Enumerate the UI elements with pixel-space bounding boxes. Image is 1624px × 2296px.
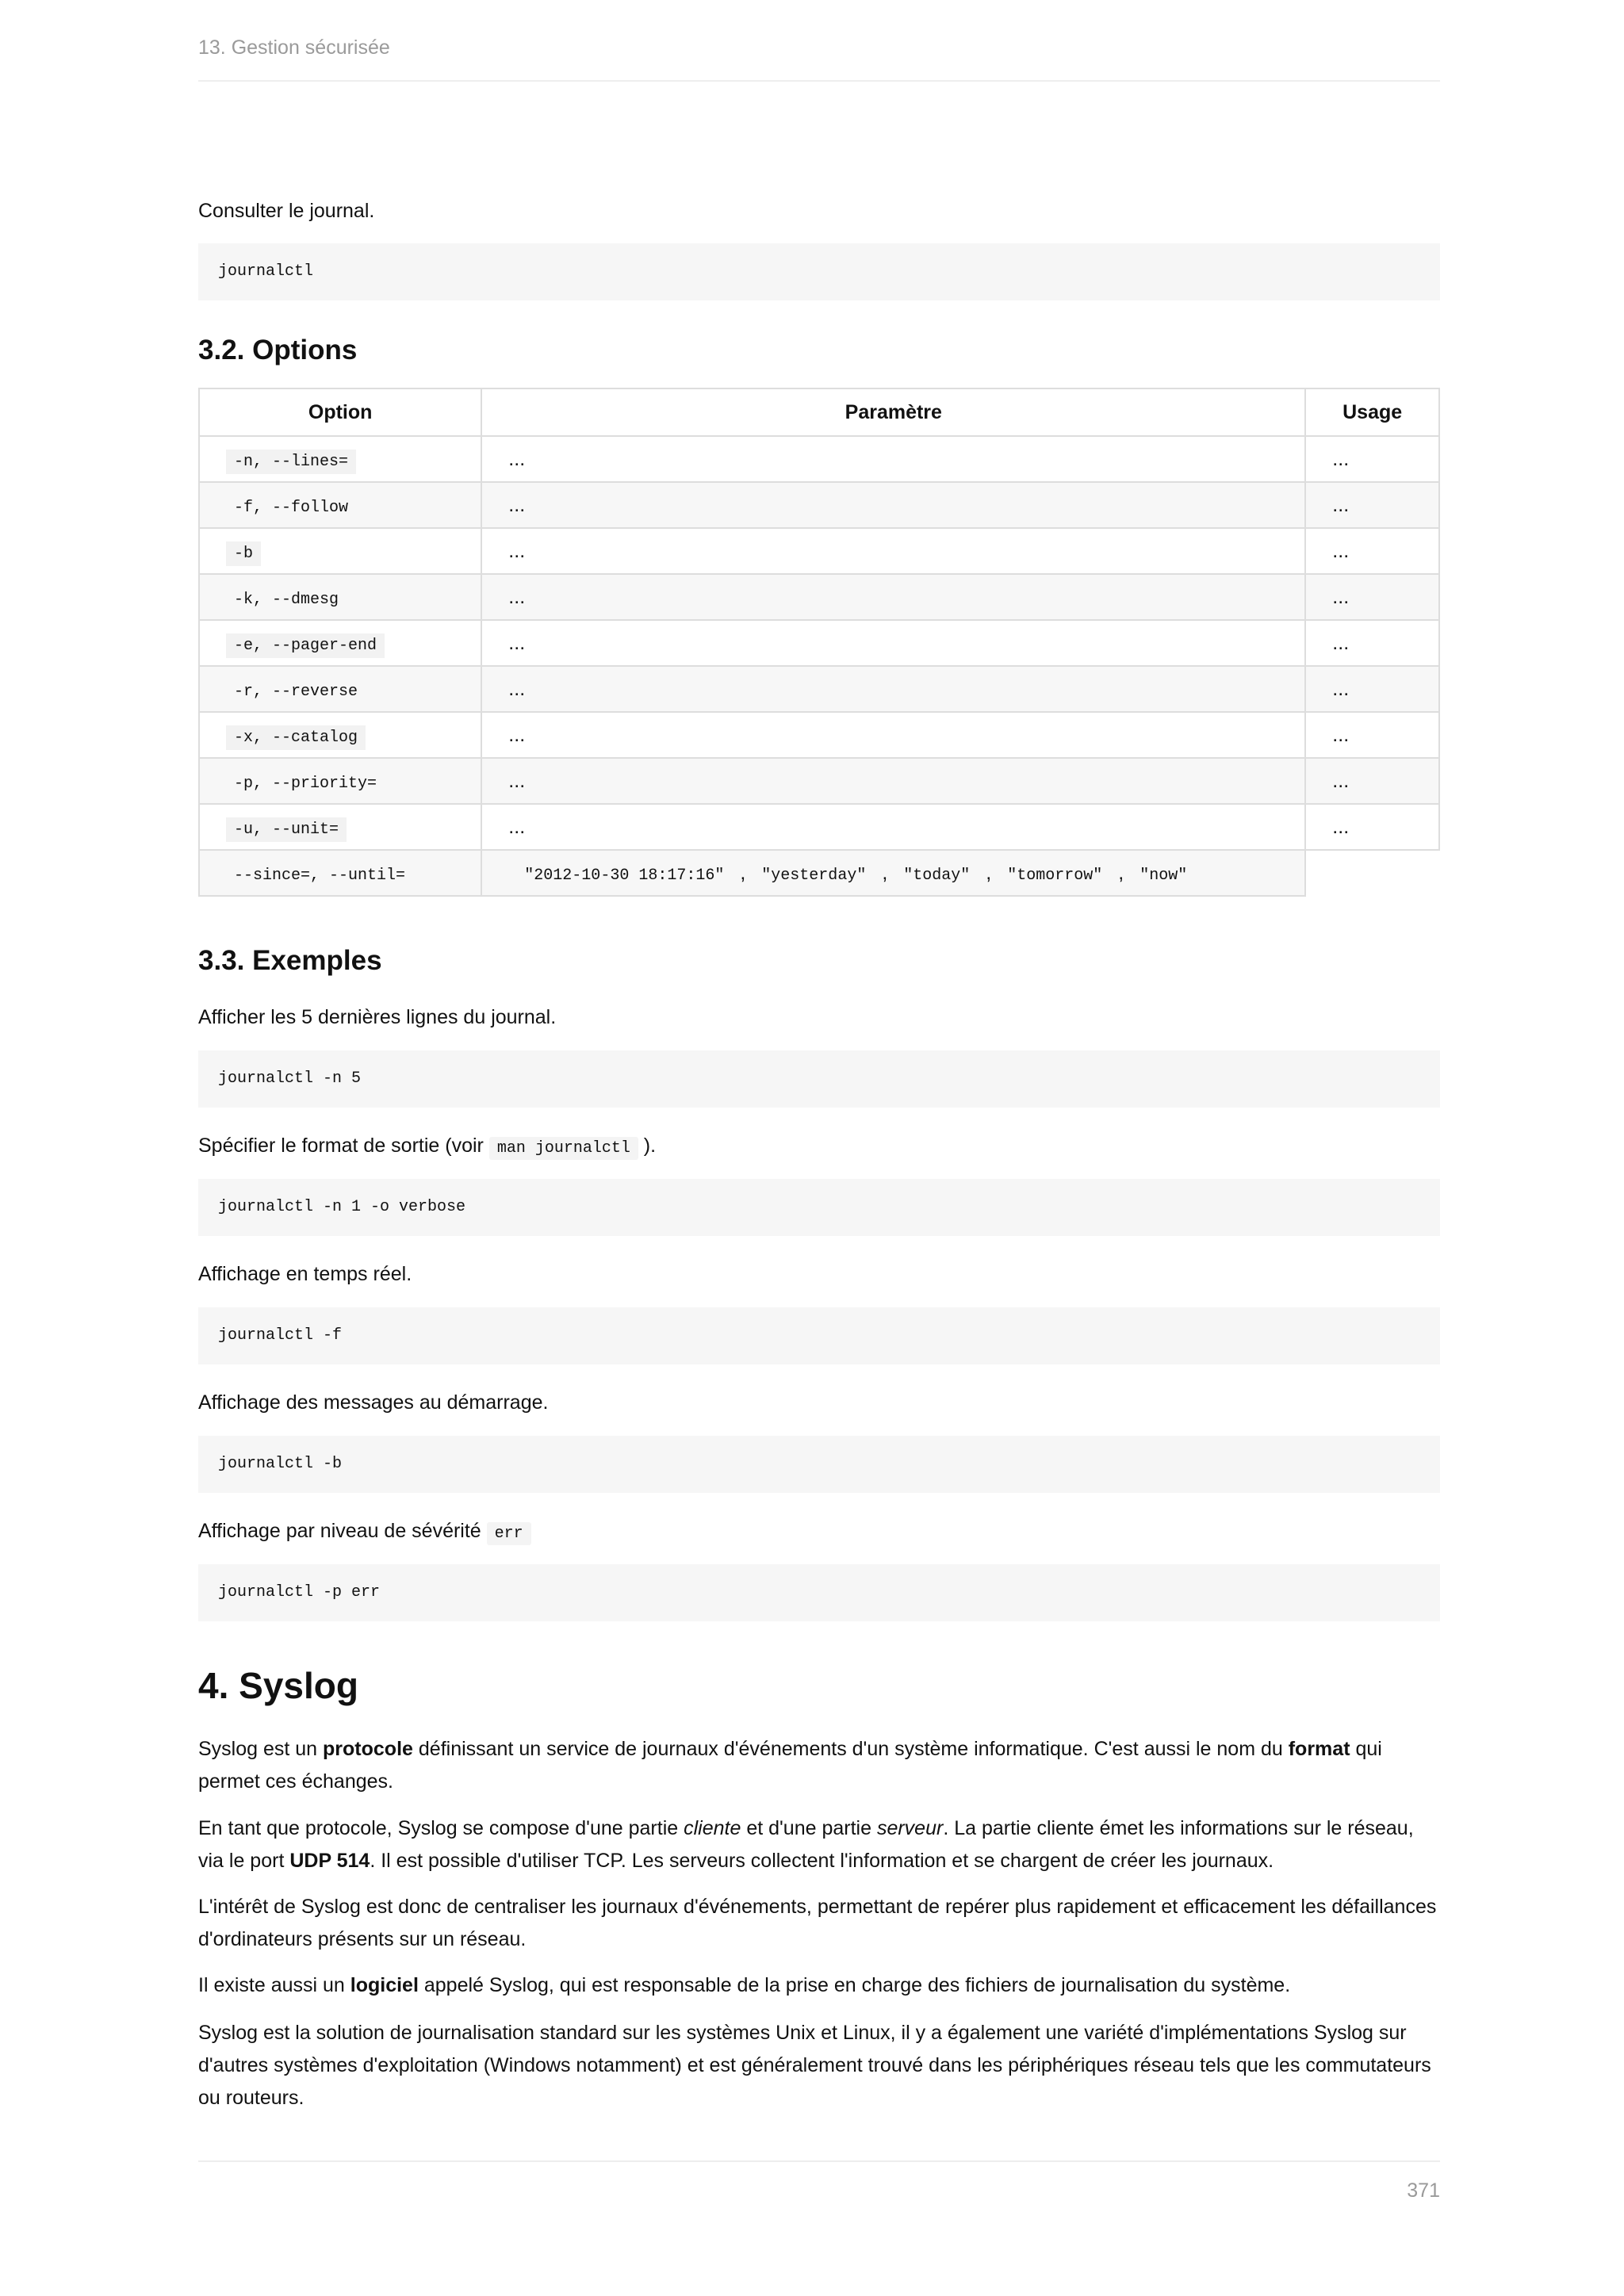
- option-cell: [199, 436, 481, 482]
- example-text: Afficher les 5 dernières lignes du journal.: [198, 1006, 557, 1028]
- table-row: [199, 528, 1439, 574]
- param-cell: ...: [481, 758, 1305, 804]
- option-cell: [199, 574, 481, 620]
- footer-divider: [198, 2160, 1440, 2162]
- syslog-paragraph-2: [198, 1812, 1440, 1877]
- usage-cell: ...: [1305, 758, 1439, 804]
- option-cell: [199, 758, 481, 804]
- column-header-option: Option: [199, 388, 481, 436]
- text-span: . La partie cliente émet les informations sur le réseau, via le port: [198, 1817, 1414, 1872]
- example-text-before: Affichage par niveau de sévérité: [198, 1520, 481, 1542]
- option-cell: [199, 712, 481, 758]
- param-cell: ...: [481, 712, 1305, 758]
- value-separator: ,: [882, 861, 888, 884]
- option-code: -e, --pager-end: [226, 633, 385, 658]
- option-code: -u, --unit=: [226, 817, 347, 842]
- value-separator: ,: [740, 861, 746, 884]
- syslog-paragraph-4: [198, 1969, 1440, 2002]
- usage-cell: ...: [1305, 666, 1439, 712]
- inline-code-err: err: [487, 1522, 531, 1545]
- value-datetime: "2012-10-30 18:17:16": [524, 866, 725, 885]
- table-header-row: [199, 388, 1439, 436]
- italic-term: serveur: [876, 1817, 944, 1839]
- table-row: [199, 620, 1439, 666]
- table-row: [199, 436, 1439, 482]
- option-code: -f, --follow: [234, 498, 349, 517]
- option-cell: [199, 482, 481, 528]
- example-text: [198, 1515, 1440, 1550]
- option-code: -r, --reverse: [234, 682, 358, 701]
- example-text-before: Spécifier le format de sortie (voir: [198, 1135, 484, 1157]
- table-row: [199, 804, 1439, 850]
- bold-term: logiciel: [350, 1974, 419, 1996]
- code-block-example: journalctl -p err: [198, 1564, 1440, 1621]
- running-header: 13. Gestion sécurisée: [198, 36, 390, 59]
- code-block-journalctl: journalctl: [198, 243, 1440, 300]
- usage-cell: ...: [1305, 482, 1439, 528]
- option-code: -p, --priority=: [234, 774, 377, 793]
- column-header-usage: Usage: [1305, 388, 1439, 436]
- value-yesterday: "yesterday": [761, 866, 867, 885]
- text-span: et d'une partie: [741, 1817, 877, 1839]
- option-cell: [199, 666, 481, 712]
- option-code: --since=, --until=: [234, 866, 406, 885]
- bold-term: protocole: [323, 1738, 413, 1760]
- option-code: -x, --catalog: [226, 725, 366, 750]
- example-text: [198, 1130, 1440, 1165]
- example-text: Affichage en temps réel.: [198, 1263, 412, 1285]
- since-until-values: [516, 862, 1195, 884]
- usage-cell: ...: [1305, 712, 1439, 758]
- option-cell: [199, 850, 481, 896]
- usage-cell-empty: [1305, 850, 1439, 896]
- value-now: "now": [1139, 866, 1188, 885]
- page-number: 371: [1407, 2179, 1440, 2202]
- syslog-paragraph-5: Syslog est la solution de journalisation standard sur les systèmes Unix et Linux, il y a également une variété d'implémentations Syslog sur d'autres systèmes d'exploitation (Windows notamment) et est généralement trouvé dans les périphériques réseau tels que les commutateurs ou routeurs.: [198, 2022, 1431, 2109]
- usage-cell: ...: [1305, 574, 1439, 620]
- example-text: Affichage des messages au démarrage.: [198, 1391, 549, 1414]
- usage-cell: ...: [1305, 528, 1439, 574]
- code-block-example: journalctl -b: [198, 1436, 1440, 1493]
- code-block-example: journalctl -n 1 -o verbose: [198, 1179, 1440, 1236]
- usage-cell: ...: [1305, 620, 1439, 666]
- syslog-heading: 4. Syslog: [198, 1665, 358, 1706]
- value-separator: ,: [1118, 861, 1124, 884]
- text-span: En tant que protocole, Syslog se compose d'une partie: [198, 1817, 684, 1839]
- table-row: [199, 666, 1439, 712]
- option-cell: [199, 804, 481, 850]
- usage-cell: ...: [1305, 436, 1439, 482]
- param-cell: ...: [481, 804, 1305, 850]
- option-code: -b: [226, 541, 261, 566]
- column-header-parametre: Paramètre: [481, 388, 1305, 436]
- italic-term: cliente: [684, 1817, 741, 1839]
- usage-cell: ...: [1305, 804, 1439, 850]
- code-block-example: journalctl -f: [198, 1307, 1440, 1364]
- text-span: définissant un service de journaux d'événements d'un système informatique. C'est aussi le nom du: [412, 1738, 1289, 1760]
- inline-code-man: man journalctl: [489, 1137, 638, 1160]
- header-divider: [198, 80, 1440, 82]
- syslog-paragraph-3: L'intérêt de Syslog est donc de centraliser les journaux d'événements, permettant de repérer plus rapidement et efficacement les défaillances d'ordinateurs présents sur un réseau.: [198, 1896, 1437, 1950]
- table-row: [199, 850, 1439, 896]
- param-cell: ...: [481, 482, 1305, 528]
- text-span: Il existe aussi un: [198, 1974, 350, 1996]
- bold-term: format: [1288, 1738, 1350, 1760]
- text-span: . Il est possible d'utiliser TCP. Les serveurs collectent l'information et se chargent de créer les journaux.: [370, 1850, 1274, 1872]
- option-code: -n, --lines=: [226, 450, 356, 474]
- value-today: "today": [903, 866, 971, 885]
- bold-term: UDP 514: [289, 1850, 370, 1872]
- examples-heading: 3.3. Exemples: [198, 945, 382, 976]
- intro-text: Consulter le journal.: [198, 200, 375, 222]
- table-row: [199, 482, 1439, 528]
- code-block-example: journalctl -n 5: [198, 1050, 1440, 1108]
- param-cell: ...: [481, 666, 1305, 712]
- value-separator: ,: [986, 861, 992, 884]
- option-code: -k, --dmesg: [234, 590, 339, 609]
- text-span: qui permet ces échanges.: [198, 1738, 1382, 1793]
- param-cell: ...: [481, 620, 1305, 666]
- option-cell: [199, 528, 481, 574]
- option-cell: [199, 620, 481, 666]
- example-text-after: ).: [643, 1135, 657, 1157]
- text-span: appelé Syslog, qui est responsable de la prise en charge des fichiers de journalisation du système.: [418, 1974, 1291, 1996]
- options-table: [198, 388, 1440, 897]
- table-row: [199, 712, 1439, 758]
- param-cell: [481, 850, 1305, 896]
- param-cell: ...: [481, 436, 1305, 482]
- table-row: [199, 758, 1439, 804]
- param-cell: ...: [481, 574, 1305, 620]
- text-span: Syslog est un: [198, 1738, 324, 1760]
- param-cell: ...: [481, 528, 1305, 574]
- value-tomorrow: "tomorrow": [1007, 866, 1103, 885]
- options-heading: 3.2. Options: [198, 335, 358, 365]
- table-row: [199, 574, 1439, 620]
- syslog-paragraph-1: [198, 1733, 1440, 1798]
